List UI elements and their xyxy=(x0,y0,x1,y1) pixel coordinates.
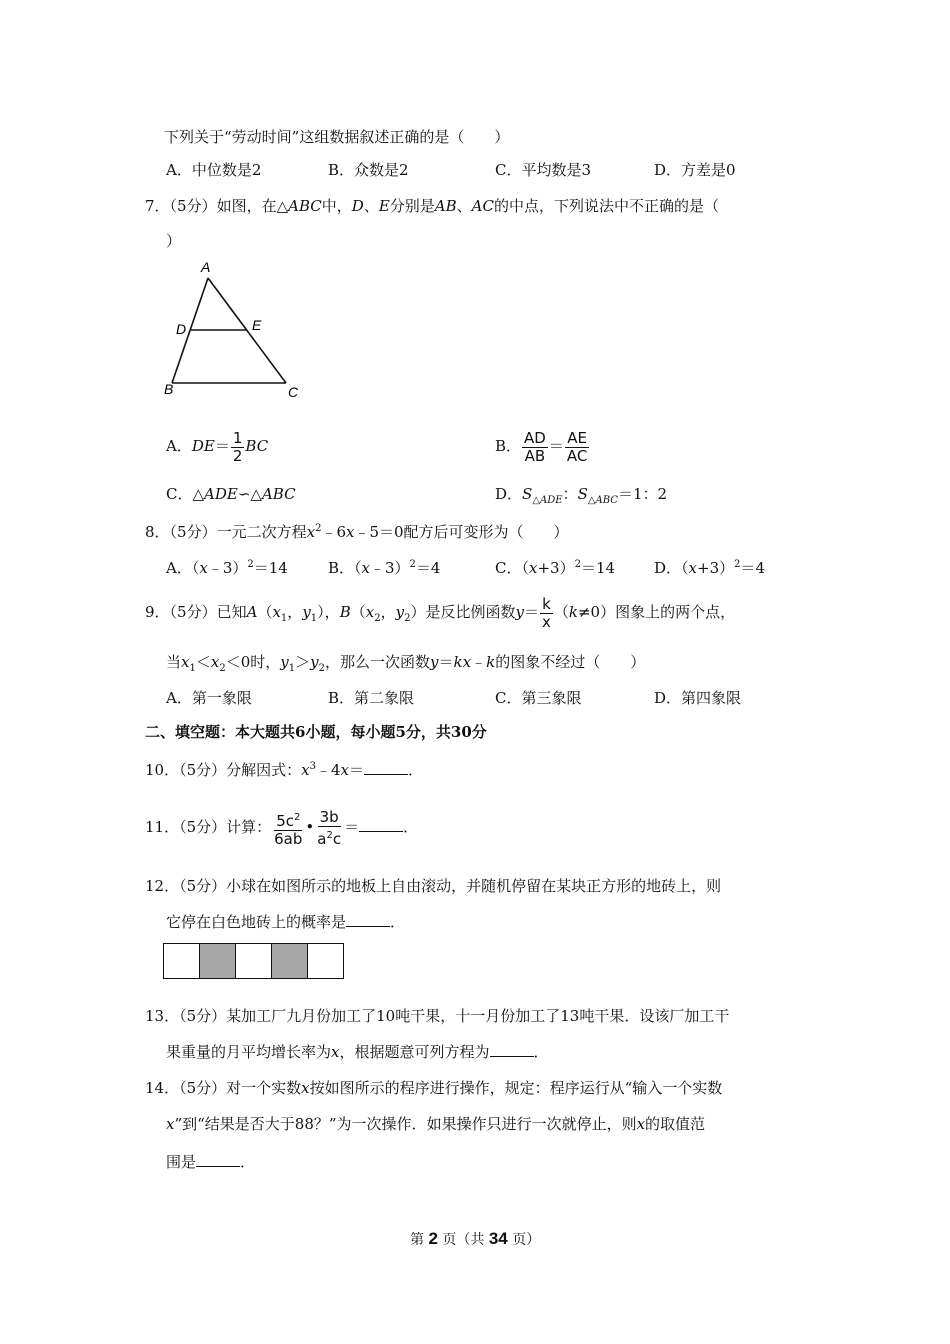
answer-blank xyxy=(346,912,390,927)
q6-option-c: C．平均数是3 xyxy=(495,161,592,179)
q6-stem: 下列关于“劳动时间”这组数据叙述正确的是（ ） xyxy=(164,128,510,146)
label-c: C xyxy=(288,384,299,400)
q7-option-b: B． $\frac{AD}{AB}$ ＝ $\frac{AE}{AC}$ xyxy=(495,428,588,465)
label-e: E xyxy=(252,317,262,333)
q13-stem-line2: 果重量的月平均增长率为x，根据题意可列方程为 ． xyxy=(166,1043,549,1061)
q14-stem-line3: 围是 ． xyxy=(166,1153,256,1171)
q8-option-b: B．（x﹣3）$^2$＝4 xyxy=(328,559,441,577)
q7-option-c: C．△ADE∽△ABC xyxy=(166,485,296,503)
q9-option-a: A．第一象限 xyxy=(166,689,252,707)
q11-stem: 11．（5分）计算： $\frac{5c^2}{6ab}$ • $\frac{3b}{a^2c}$ ＝ ． xyxy=(145,807,419,848)
answer-blank xyxy=(196,1152,240,1167)
q7-close-paren: ） xyxy=(166,232,182,250)
q7-triangle-figure xyxy=(160,258,310,403)
tile-white xyxy=(235,943,272,979)
q10-stem: 10．（5分）分解因式：$x^3﹣4x=$ ． xyxy=(145,761,424,779)
tile-white xyxy=(163,943,200,979)
q6-option-a: A．中位数是2 xyxy=(166,161,262,179)
floor-tiles-figure xyxy=(164,943,344,979)
q14-stem-line2: x”到“结果是否大于88？”为一次操作．如果操作只进行一次就停止，则x的取值范 xyxy=(166,1115,706,1133)
q9-option-d: D．第四象限 xyxy=(654,689,742,707)
answer-blank xyxy=(490,1042,534,1057)
q9-stem-line2: 当$x_1<x_2<0$时，$y_1>y_2$，那么一次函数y＝kx﹣k的图象不经过（ ） xyxy=(166,653,646,674)
tile-white xyxy=(307,943,344,979)
q8-option-c: C．$(x+3)^2=14$ xyxy=(495,559,616,577)
q7-option-d: D．$S_{\triangle ADE}$：$S_{\triangle ABC}=1$：2 xyxy=(495,485,668,506)
label-a: A xyxy=(201,259,211,275)
tile-gray xyxy=(271,943,308,979)
answer-blank xyxy=(364,760,408,775)
section-2-title: 二、填空题：本大题共6小题，每小题5分，共30分 xyxy=(145,723,487,741)
q8-option-a: A．（x﹣3）$^2$＝14 xyxy=(166,559,288,577)
q12-stem-line2: 它停在白色地砖上的概率是 ． xyxy=(166,913,406,931)
q14-stem-line1: 14．（5分）对一个实数x按如图所示的程序进行操作，规定：程序运行从“输入一个实数 xyxy=(145,1079,723,1097)
q7-stem: 7．（5分）如图，在△ABC中，D、E分别是AB、AC的中点，下列说法中不正确的是（ xyxy=(145,197,719,215)
label-b: B xyxy=(164,381,174,397)
q8-option-d: D．$(x+3)^2=4$ xyxy=(654,559,766,577)
label-d: D xyxy=(176,321,187,337)
q9-option-c: C．第三象限 xyxy=(495,689,582,707)
q6-option-b: B．众数是2 xyxy=(328,161,409,179)
q13-stem-line1: 13．（5分）某加工厂九月份加工了10吨干果，十一月份加工了13吨干果．设该厂加工干 xyxy=(145,1007,730,1025)
q9-stem-line1: 9．（5分）已知$A(x_1$，$y_1$），$B(x_2$，$y_2$）是反比例函数y＝ $\frac{k}{x}$ （k≠0）图象上的两个点， xyxy=(145,594,736,631)
page-footer: 第 2 页（共 34 页） xyxy=(410,1229,541,1248)
answer-blank xyxy=(359,817,403,832)
q8-stem: 8．（5分）一元二次方程$x^2﹣6x﹣5=0$配方后可变形为（ ） xyxy=(145,523,569,541)
q6-option-d: D．方差是0 xyxy=(654,161,736,179)
q7-option-a: A．DE＝ $\frac{1}{2}$ BC xyxy=(166,428,269,465)
q9-option-b: B．第二象限 xyxy=(328,689,415,707)
tile-gray xyxy=(199,943,236,979)
q12-stem-line1: 12．（5分）小球在如图所示的地板上自由滚动，并随机停留在某块正方形的地砖上，则 xyxy=(145,877,722,895)
